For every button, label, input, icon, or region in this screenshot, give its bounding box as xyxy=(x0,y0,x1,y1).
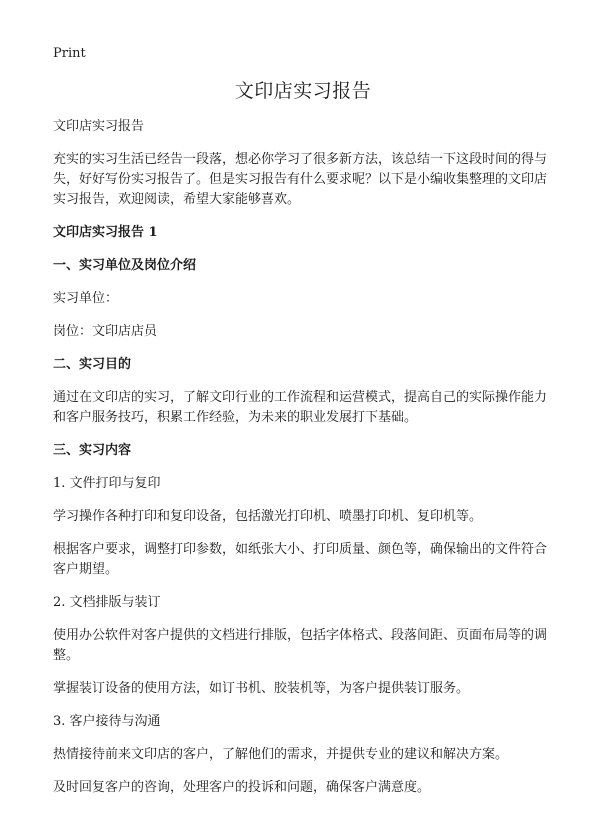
item-title-layout: 2. 文档排版与装订 xyxy=(53,595,161,610)
section-heading-content: 三、实习内容 xyxy=(53,443,132,458)
printing-paragraph-1: 学习操作各种打印和复印设备，包括激光打印机、喷墨打印机、复印机等。 xyxy=(53,509,483,524)
purpose-paragraph: 通过在文印店的实习，了解文印行业的工作流程和运营模式，提高自己的实际操作能力和客户服务技巧，积累工作经验，为未来的职业发展打下基础。 xyxy=(53,390,548,425)
report-heading: 文印店实习报告 1 xyxy=(53,225,158,240)
section-heading-purpose: 二、实习目的 xyxy=(53,357,132,372)
layout-paragraph-2: 掌握装订设备的使用方法，如订书机、胶装机等，为客户提供装订服务。 xyxy=(53,681,470,696)
unit-line: 实习单位： xyxy=(53,291,119,306)
reception-paragraph-2: 及时回复客户的咨询，处理客户的投诉和问题，确保客户满意度。 xyxy=(53,780,431,795)
item-title-printing: 1. 文件打印与复印 xyxy=(53,476,161,491)
printing-paragraph-2: 根据客户要求，调整打印参数，如纸张大小、打印质量、颜色等，确保输出的文件符合客户期望。 xyxy=(53,542,548,577)
section-heading-unit: 一、实习单位及岗位介绍 xyxy=(53,258,197,273)
document-title: 文印店实习报告 xyxy=(234,80,372,102)
intro-paragraph: 充实的实习生活已经告一段落，想必你学习了很多新方法，该总结一下这段时间的得与失，好好写份实习报告了。但是实习报告有什么要求呢？以下是小编收集整理的文印店实习报告，欢迎阅读，希望大家能够喜欢。 xyxy=(53,152,548,207)
document-subtitle: 文印店实习报告 xyxy=(53,119,145,134)
position-line: 岗位：文印店店员 xyxy=(53,324,158,339)
print-link[interactable]: Print xyxy=(53,46,86,61)
layout-paragraph-1: 使用办公软件对客户提供的文档进行排版，包括字体格式、段落间距、页面布局等的调整。 xyxy=(53,628,548,663)
item-title-reception: 3. 客户接待与沟通 xyxy=(53,714,161,729)
reception-paragraph-1: 热情接待前来文印店的客户，了解他们的需求，并提供专业的建议和解决方案。 xyxy=(53,747,509,762)
document-page xyxy=(53,76,553,811)
